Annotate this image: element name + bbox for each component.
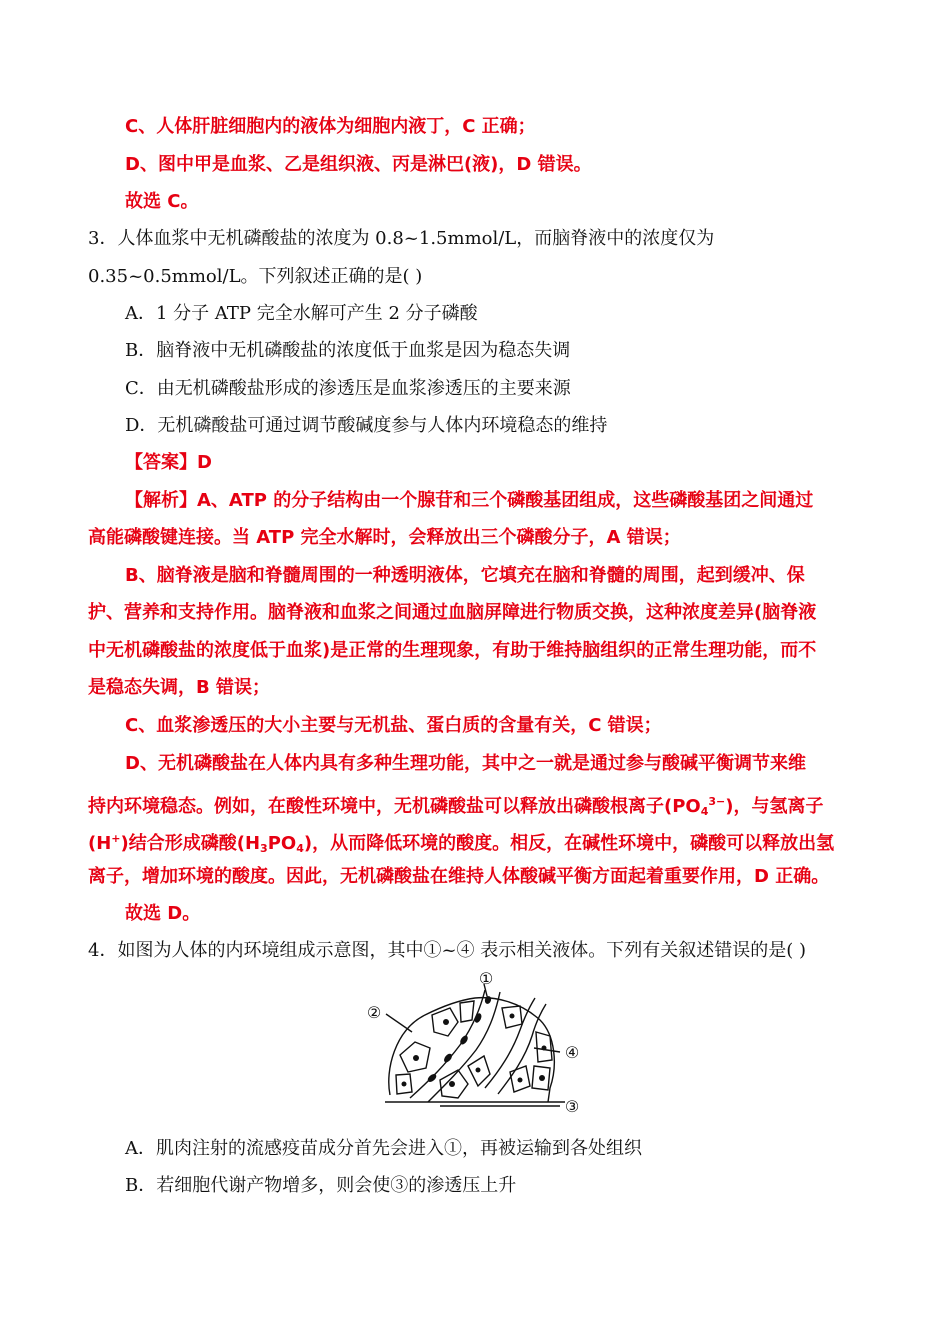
tissue-cell bbox=[460, 1001, 474, 1022]
internal-environment-diagram bbox=[360, 970, 590, 1120]
nucleus bbox=[402, 1082, 407, 1087]
blood-cell bbox=[484, 995, 492, 1005]
label-1: ① bbox=[478, 970, 494, 988]
q2-analysis-c: C、人体肝脏细胞内的液体为细胞内液丁，C 正确； bbox=[125, 116, 536, 137]
q3-option-a: A．1 分子 ATP 完全水解可产生 2 分子磷酸 bbox=[125, 303, 478, 324]
blood-cell bbox=[442, 1052, 453, 1064]
q2-choice: 故选 C。 bbox=[125, 191, 199, 212]
nucleus bbox=[539, 1075, 545, 1081]
q3-analysis-d-line2: 持内环境稳态。例如，在酸性环境中，无机磷酸盐可以释放出磷酸根离子$(PO_4^{3-})$，与氢离子 bbox=[88, 795, 824, 818]
leader-2 bbox=[386, 1014, 412, 1032]
q3-analysis-a-line2: 高能磷酸键连接。当 ATP 完全水解时，会释放出三个磷酸分子，A 错误； bbox=[88, 527, 681, 548]
q3-analysis-d-line3: (H+)结合形成磷酸$(H_3PO_4)$，从而降低环境的酸度。相反，在碱性环境中，磷酸可以释放出氢 bbox=[88, 832, 835, 855]
nucleus bbox=[449, 1081, 455, 1087]
q3-analysis-b-line2: 护、营养和支持作用。脑脊液和血浆之间通过血脑屏障进行物质交换，这种浓度差异(脑脊液 bbox=[88, 602, 817, 623]
nucleus bbox=[476, 1068, 481, 1073]
q3-analysis-a-line1: 【解析】A、ATP 的分子结构由一个腺苷和三个磷酸基团组成，这些磷酸基团之间通过 bbox=[125, 490, 814, 511]
q3-option-d: D．无机磷酸盐可通过调节酸碱度参与人体内环境稳态的维持 bbox=[125, 415, 608, 436]
q3-answer: 【答案】D bbox=[125, 452, 212, 473]
nucleus bbox=[510, 1014, 515, 1019]
q3-analysis-c: C、血浆渗透压的大小主要与无机盐、蛋白质的含量有关，C 错误； bbox=[125, 715, 662, 736]
nucleus bbox=[413, 1055, 419, 1061]
q3-analysis-b-line1: B、脑脊液是脑和脊髓周围的一种透明液体，它填充在脑和脊髓的周围，起到缓冲、保 bbox=[125, 565, 805, 586]
label-3: ③ bbox=[564, 1097, 580, 1116]
q3-analysis-b-line4: 是稳态失调，B 错误； bbox=[88, 677, 270, 698]
nucleus bbox=[542, 1046, 547, 1051]
q3-choice: 故选 D。 bbox=[125, 903, 201, 924]
nucleus bbox=[443, 1019, 449, 1025]
label-4: ④ bbox=[564, 1043, 580, 1062]
q4-option-a: A．肌肉注射的流感疫苗成分首先会进入①，再被运输到各处组织 bbox=[125, 1138, 642, 1159]
diagram-svg bbox=[360, 970, 590, 1120]
q2-analysis-d: D、图中甲是血浆、乙是组织液、丙是淋巴(液)，D 错误。 bbox=[125, 154, 592, 175]
q4-stem: 4．如图为人体的内环境组成示意图，其中①~④ 表示相关液体。下列有关叙述错误的是( ) bbox=[88, 940, 807, 961]
label-2: ② bbox=[366, 1003, 382, 1022]
q3-stem-line1: 3．人体血浆中无机磷酸盐的浓度为 0.8~1.5mmol/L，而脑脊液中的浓度仅为 bbox=[88, 228, 715, 249]
q3-stem-line2: 0.35~0.5mmol/L。下列叙述正确的是( ) bbox=[88, 266, 423, 287]
q3-analysis-b-line3: 中无机磷酸盐的浓度低于血浆)是正常的生理现象，有助于维持脑组织的正常生理功能，而不 bbox=[88, 640, 817, 661]
q3-analysis-d-line1: D、无机磷酸盐在人体内具有多种生理功能，其中之一就是通过参与酸碱平衡调节来维 bbox=[125, 753, 806, 774]
q4-option-b: B．若细胞代谢产物增多，则会使③的渗透压上升 bbox=[125, 1175, 517, 1196]
nucleus bbox=[518, 1078, 523, 1083]
q3-option-c: C．由无机磷酸盐形成的渗透压是血浆渗透压的主要来源 bbox=[125, 378, 571, 399]
q3-option-b: B．脑脊液中无机磷酸盐的浓度低于血浆是因为稳态失调 bbox=[125, 340, 571, 361]
q3-analysis-d-line4: 离子，增加环境的酸度。因此，无机磷酸盐在维持人体酸碱平衡方面起着重要作用，D 正确。 bbox=[88, 866, 830, 887]
